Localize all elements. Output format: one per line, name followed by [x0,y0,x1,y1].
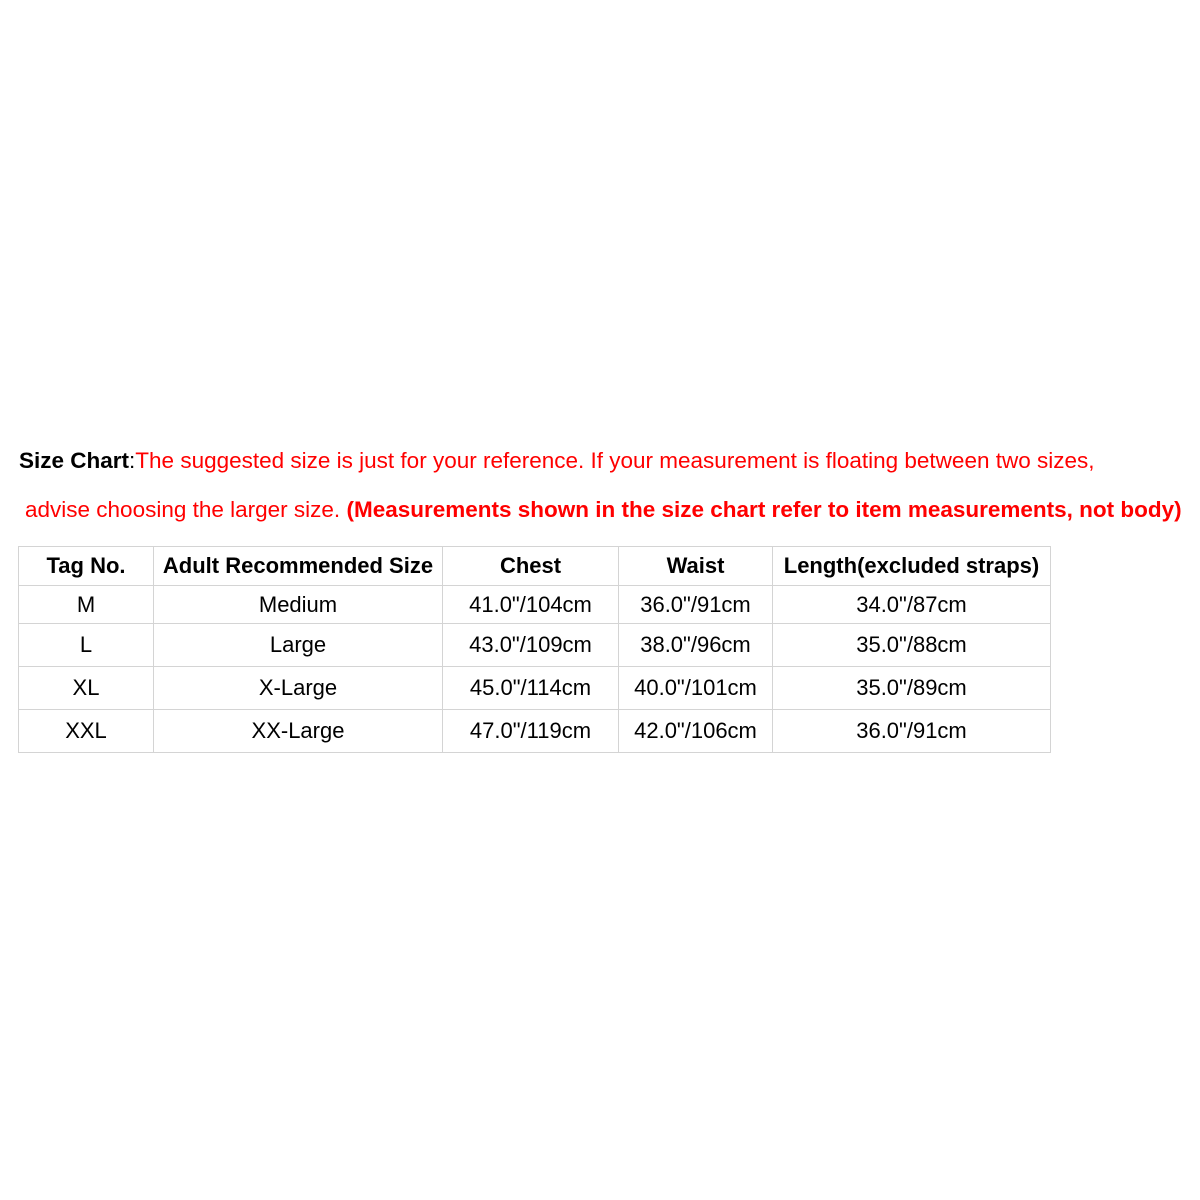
cell-size: XX-Large [154,710,443,753]
intro-line-2 [19,495,1194,525]
table-row [19,586,1051,624]
cell-length: 35.0"/88cm [773,624,1051,667]
table-header-row [19,547,1051,586]
size-chart-table [18,546,1051,753]
cell-length: 35.0"/89cm [773,667,1051,710]
cell-tag: L [19,624,154,667]
cell-length: 36.0"/91cm [773,710,1051,753]
cell-size: X-Large [154,667,443,710]
cell-tag: M [19,586,154,624]
reference-note: The suggested size is just for your reference. If your measurement is floating between two sizes, [135,448,1095,473]
cell-waist: 36.0"/91cm [619,586,773,624]
cell-tag: XXL [19,710,154,753]
header-waist: Waist [619,547,773,586]
header-adult-size: Adult Recommended Size [154,547,443,586]
larger-size-advice: advise choosing the larger size. [25,497,341,522]
intro-line-1 [19,446,1194,476]
cell-chest: 43.0"/109cm [443,624,619,667]
cell-size: Large [154,624,443,667]
cell-length: 34.0"/87cm [773,586,1051,624]
cell-tag: XL [19,667,154,710]
cell-chest: 47.0"/119cm [443,710,619,753]
table-row [19,667,1051,710]
cell-waist: 42.0"/106cm [619,710,773,753]
cell-chest: 41.0"/104cm [443,586,619,624]
cell-waist: 38.0"/96cm [619,624,773,667]
cell-size: Medium [154,586,443,624]
header-length: Length(excluded straps) [773,547,1051,586]
cell-waist: 40.0"/101cm [619,667,773,710]
size-chart-intro [19,446,1194,525]
measurement-disclaimer: (Measurements shown in the size chart refer to item measurements, not body) [346,497,1182,522]
header-tag-no: Tag No. [19,547,154,586]
header-chest: Chest [443,547,619,586]
label-colon: : [129,448,136,473]
size-chart-label: Size Chart [19,448,130,473]
cell-chest: 45.0"/114cm [443,667,619,710]
table-row [19,624,1051,667]
table-row [19,710,1051,753]
